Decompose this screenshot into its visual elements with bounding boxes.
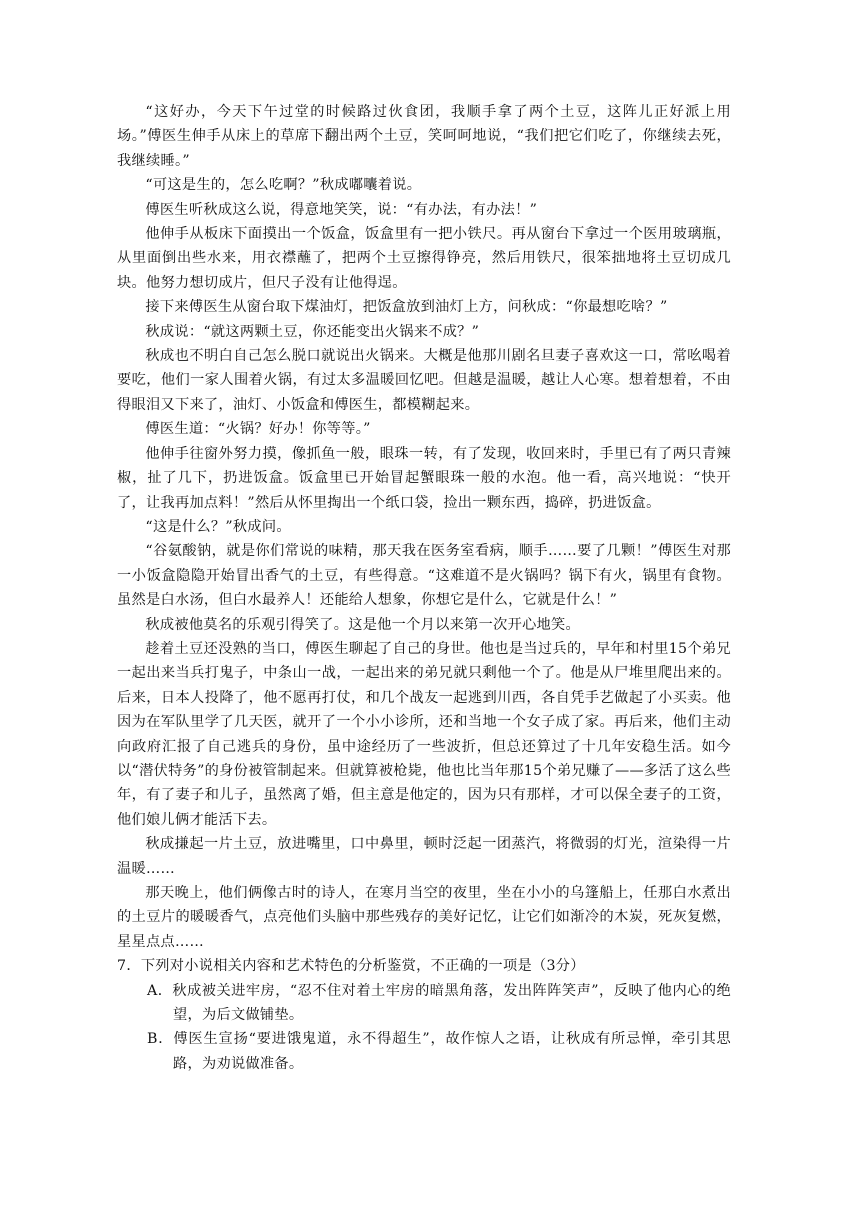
story-paragraph: 接下来傅医生从窗台取下煤油灯，把饭盒放到油灯上方，问秋成：“你最想吃啥？” (145, 299, 668, 316)
story-paragraph: 他伸手从板床下面摸出一个饭盒，饭盒里有一把小铁尺。再从窗台下拿过一个医用玻璃瓶，从里面倒出些水来，用衣襟蘸了，把两个土豆擦得铮亮，然后用铁尺，很笨拙地将土豆切成几块。他努力想切成片，但尺子没有让他得逞。 (117, 226, 731, 291)
document-page (117, 100, 731, 1076)
story-paragraph: 秋成说：“就这两颗土豆，你还能变出火锅来不成？” (145, 323, 480, 340)
story-paragraph: 那天晚上，他们俩像古时的诗人，在寒月当空的夜里，坐在小小的乌篷船上，任那白水煮出的土豆片的暖暖香气，点亮他们头脑中那些残存的美好记忆，让它们如渐冷的木炭，死灰复燃，星星点点…… (117, 885, 731, 950)
story-paragraph: 傅医生道：“火锅？好办！你等等。” (145, 421, 371, 438)
story-paragraph: 秋成被他莫名的乐观引得笑了。这是他一个月以来第一次开心地笑。 (145, 616, 581, 633)
story-paragraph: 他伸手往窗外努力摸，像抓鱼一般，眼珠一转，有了发现，收回来时，手里已有了两只青辣椒，扯了几下，扔进饭盒。饭盒里已开始冒起蟹眼珠一般的水泡。他一看，高兴地说：“快开了，让我再加点料！”然后从怀里掏出一个纸口袋，捡出一颗东西，捣碎，扔进饭盒。 (117, 445, 731, 511)
story-paragraph: “这是什么？”秋成问。 (145, 518, 291, 535)
story-paragraph: “可这是生的，怎么吃啊？”秋成嘟囔着说。 (145, 177, 422, 194)
question-stem: 7．下列对小说相关内容和艺术特色的分析鉴赏，不正确的一项是（3分） (117, 958, 585, 975)
question-option-b: B．傅医生宣扬“要进饿鬼道，永不得超生”，故作惊人之语，让秋成有所忌惮，牵引其思路，为劝说做准备。 (147, 1031, 731, 1072)
story-paragraph: 秋成搛起一片土豆，放进嘴里，口中鼻里，顿时泛起一团蒸汽，将微弱的灯光，渲染得一片温暖…… (117, 836, 731, 877)
story-paragraph: 秋成也不明白自己怎么脱口就说出火锅来。大概是他那川剧名旦妻子喜欢这一口，常吆喝着要吃，他们一家人围着火锅，有过太多温暖回忆吧。但越是温暖，越让人心寒。想着想着，不由得眼泪又下来了，油灯、小饭盒和傅医生，都模糊起来。 (117, 348, 731, 413)
story-paragraph: “谷氨酸钠，就是你们常说的味精，那天我在医务室看病，顺手……要了几颗！”傅医生对那一小饭盒隐隐开始冒出香气的土豆，有些得意。“这难道不是火锅吗？锅下有火，锅里有食物。虽然是白水汤，但白水最养人！还能给人想象，你想它是什么，它就是什么！” (117, 543, 731, 609)
question-option-a: A．秋成被关进牢房，“忍不住对着土牢房的暗黑角落，发出阵阵笑声”，反映了他内心的绝望，为后文做铺垫。 (147, 982, 731, 1024)
story-paragraph: 趁着土豆还没熟的当口，傅医生聊起了自己的身世。他也是当过兵的，早年和村里15个弟兄一起出来当兵打鬼子，中条山一战，一起出来的弟兄就只剩他一个了。他是从尸堆里爬出来的。后来，日本人投降了，他不愿再打仗，和几个战友一起逃到川西，各自凭手艺做起了小买卖。他因为在军队里学了几天医，就开了一个小小诊所，还和当地一个女子成了家。再后来，他们主动向政府汇报了自己逃兵的身份，虽中途经历了一些波折，但总还算过了十几年安稳生活。如今以“潜伏特务”的身份被管制起来。但就算被枪毙，他也比当年那15个弟兄赚了——多活了这么些年，有了妻子和儿子，虽然离了婚，但主意是他定的，因为只有那样，才可以保全妻子的工资，他们娘儿俩才能活下去。 (117, 640, 731, 828)
story-paragraph: 傅医生听秋成这么说，得意地笑笑，说：“有办法，有办法！” (145, 201, 538, 218)
story-paragraph: “这好办，今天下午过堂的时候路过伙食团，我顺手拿了两个土豆，这阵儿正好派上用场。”傅医生伸手从床上的草席下翻出两个土豆，笑呵呵地说，“我们把它们吃了，你继续去死，我继续睡。” (117, 104, 731, 169)
